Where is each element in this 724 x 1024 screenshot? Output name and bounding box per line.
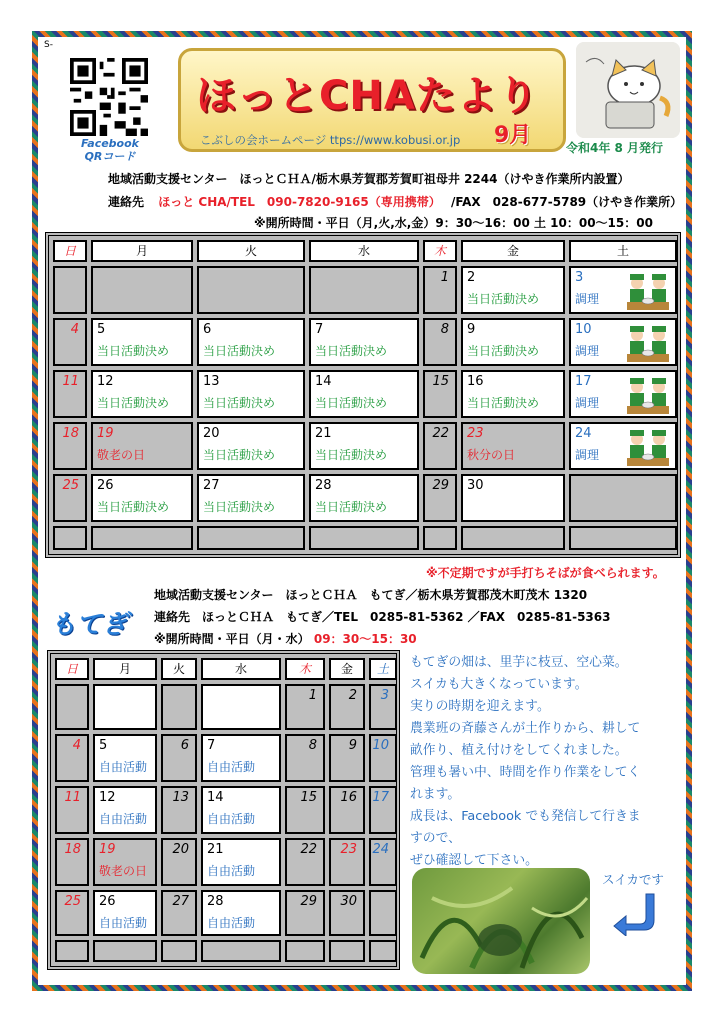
- day-cell-25: [55, 890, 89, 936]
- day-cell-empty: [91, 266, 193, 314]
- day-activity: 当日活動決め: [97, 500, 170, 514]
- day-cell-15: [423, 370, 457, 418]
- day-cell-empty: [93, 940, 157, 962]
- day-cell-10: [369, 734, 397, 782]
- day-cell-13: [161, 786, 197, 834]
- day-cell-empty: [53, 266, 87, 314]
- day-activity: 調理: [575, 344, 600, 358]
- story-line: 成長は、Facebook でも発信して行きま: [410, 809, 641, 824]
- day-number: 11: [62, 374, 79, 389]
- day-cell-19: [91, 422, 193, 470]
- day-cell-empty: [197, 526, 305, 550]
- day-number: 11: [64, 790, 81, 805]
- day-cell-2: [461, 266, 565, 314]
- story-line: 管理も暑い中、時間を作り作業をしてく: [410, 765, 641, 780]
- weekday-header: 金: [461, 240, 565, 262]
- motegi-contact: 連絡先 ほっとＣＨＡ もてぎ／TEL 0285-81-5362 ／FAX 0285-81-5363: [154, 610, 611, 624]
- day-number: 24: [575, 426, 592, 441]
- day-number: 1: [440, 270, 449, 285]
- day-number: 25: [64, 894, 81, 909]
- day-number: 4: [72, 738, 81, 753]
- contact-label: 連絡先: [108, 195, 145, 209]
- day-activity: 当日活動決め: [203, 500, 276, 514]
- day-cell-empty: [369, 940, 397, 962]
- day-cell-29: [285, 890, 325, 936]
- day-activity: 自由活動: [207, 812, 256, 826]
- day-cell-empty: [569, 526, 677, 550]
- day-cell-13: [197, 370, 305, 418]
- day-cell-11: [55, 786, 89, 834]
- day-number: 3: [575, 270, 584, 285]
- weekday-header: 木: [423, 240, 457, 262]
- day-cell-20: [197, 422, 305, 470]
- day-number: 18: [62, 426, 79, 441]
- day-cell-21: [201, 838, 281, 886]
- day-number: 6: [203, 322, 212, 337]
- day-number: 7: [207, 738, 216, 753]
- day-number: 24: [372, 842, 389, 857]
- day-number: 16: [467, 374, 484, 389]
- day-number: 1: [308, 688, 317, 703]
- weekday-header: 日: [53, 240, 87, 262]
- weekday-header: 日: [55, 658, 89, 680]
- weekday-header: 木: [285, 658, 325, 680]
- day-number: 15: [432, 374, 449, 389]
- day-number: 2: [467, 270, 476, 285]
- day-activity: 当日活動決め: [203, 344, 276, 358]
- day-number: 16: [340, 790, 357, 805]
- motegi-address: 地域活動支援センター ほっとＣＨＡ もてぎ／栃木県芳賀郡茂木町茂木 1320: [154, 588, 588, 602]
- weekday-header: 水: [309, 240, 419, 262]
- day-number: 3: [380, 688, 389, 703]
- contact-phone: ほっと CHA/TEL 090-7820-9165（専用携帯）: [158, 195, 441, 209]
- day-number: 5: [97, 322, 106, 337]
- day-number: 20: [172, 842, 189, 857]
- motegi-hours-label: ※開所時間・平日（月・水）: [154, 632, 310, 646]
- day-activity: 自由活動: [207, 864, 256, 878]
- story-line: 農業班の斉藤さんが土作りから、耕して: [410, 721, 641, 736]
- day-cell-8: [285, 734, 325, 782]
- cooking-icon: [625, 324, 671, 364]
- day-activity: 当日活動決め: [97, 396, 170, 410]
- day-cell-empty: [201, 940, 281, 962]
- story-line: すので、: [410, 831, 461, 846]
- day-cell-17: [369, 786, 397, 834]
- day-cell-12: [93, 786, 157, 834]
- day-cell-3: [569, 266, 677, 314]
- contact-fax: /FAX 028-677-5789（けやき作業所）: [450, 195, 683, 209]
- motegi-hours-time: 09：30～15：30: [313, 632, 417, 646]
- story-line: もてぎの畑は、里芋に枝豆、空心菜。: [410, 655, 628, 670]
- day-cell-empty: [461, 526, 565, 550]
- day-cell-1: [423, 266, 457, 314]
- day-activity: 調理: [575, 292, 600, 306]
- day-cell-11: [53, 370, 87, 418]
- day-cell-empty: [569, 474, 677, 522]
- day-cell-25: [53, 474, 87, 522]
- day-activity: 自由活動: [99, 760, 148, 774]
- day-number: 9: [467, 322, 476, 337]
- day-activity: 当日活動決め: [467, 344, 540, 358]
- day-cell-19: [93, 838, 157, 886]
- day-cell-22: [423, 422, 457, 470]
- day-number: 27: [172, 894, 189, 909]
- day-activity: 当日活動決め: [203, 396, 276, 410]
- day-number: 20: [203, 426, 220, 441]
- day-number: 23: [340, 842, 357, 857]
- weekday-header: 土: [569, 240, 677, 262]
- day-activity: 当日活動決め: [315, 396, 388, 410]
- day-cell-15: [285, 786, 325, 834]
- day-number: 28: [207, 894, 224, 909]
- day-cell-27: [197, 474, 305, 522]
- cooking-icon: [625, 428, 671, 468]
- day-activity: 当日活動決め: [203, 448, 276, 462]
- hotcha-address: 地域活動支援センター ほっとＣＨＡ/栃木県芳賀郡芳賀町祖母井 2244（けやき作業所内設置）: [108, 172, 630, 186]
- day-number: 26: [99, 894, 116, 909]
- day-cell-6: [197, 318, 305, 366]
- day-number: 15: [300, 790, 317, 805]
- weekday-header: 土: [369, 658, 397, 680]
- day-cell-empty: [309, 266, 419, 314]
- weekday-header: 火: [197, 240, 305, 262]
- day-cell-2: [329, 684, 365, 730]
- day-activity: 調理: [575, 448, 600, 462]
- day-number: 8: [440, 322, 449, 337]
- day-cell-empty: [161, 940, 197, 962]
- page-title: ほっとCHAたより: [196, 73, 539, 119]
- day-number: 10: [575, 322, 592, 337]
- day-cell-20: [161, 838, 197, 886]
- day-cell-empty: [91, 526, 193, 550]
- day-number: 29: [300, 894, 317, 909]
- day-number: 12: [97, 374, 114, 389]
- qr-caption: [62, 137, 158, 163]
- story-line: 畝作り、植え付けをしてくれました。: [410, 743, 628, 758]
- motegi-badge: もてぎ: [50, 610, 129, 640]
- day-activity: 自由活動: [99, 812, 148, 826]
- day-activity: 当日活動決め: [315, 448, 388, 462]
- day-number: 13: [172, 790, 189, 805]
- day-cell-empty: [309, 526, 419, 550]
- leaves-photo-icon: [412, 868, 590, 974]
- day-cell-empty: [423, 526, 457, 550]
- day-cell-14: [201, 786, 281, 834]
- qr-caption-line1: Facebook: [81, 137, 139, 150]
- day-number: 7: [315, 322, 324, 337]
- day-number: 30: [340, 894, 357, 909]
- day-activity: 自由活動: [99, 916, 148, 930]
- day-cell-28: [309, 474, 419, 522]
- day-cell-1: [285, 684, 325, 730]
- day-cell-7: [309, 318, 419, 366]
- day-number: 4: [70, 322, 79, 337]
- soba-note: ※不定期ですが手打ちそばが食べられます。: [426, 566, 665, 580]
- day-number: 30: [467, 478, 484, 493]
- weekday-header: 月: [91, 240, 193, 262]
- day-cell-18: [55, 838, 89, 886]
- day-number: 22: [432, 426, 449, 441]
- homepage-link[interactable]: こぶしの会ホームページ ttps://www.kobusi.or.jp: [200, 133, 461, 147]
- day-number: 23: [467, 426, 484, 441]
- day-cell-3: [369, 684, 397, 730]
- day-number: 10: [372, 738, 389, 753]
- day-cell-26: [91, 474, 193, 522]
- motegi-story: [410, 652, 682, 872]
- day-cell-28: [201, 890, 281, 936]
- day-cell-4: [53, 318, 87, 366]
- day-cell-6: [161, 734, 197, 782]
- day-activity: 当日活動決め: [315, 344, 388, 358]
- day-number: 26: [97, 478, 114, 493]
- day-cell-empty: [55, 940, 89, 962]
- day-cell-7: [201, 734, 281, 782]
- day-number: 29: [432, 478, 449, 493]
- qr-caption-line2: QRコード: [84, 150, 136, 163]
- day-number: 18: [64, 842, 81, 857]
- day-number: 28: [315, 478, 332, 493]
- weekday-header: 金: [329, 658, 365, 680]
- day-cell-30: [329, 890, 365, 936]
- cooking-icon: [625, 272, 671, 312]
- day-cell-empty: [197, 266, 305, 314]
- day-number: 19: [97, 426, 114, 441]
- main-calendar: [45, 232, 681, 558]
- day-number: 21: [207, 842, 224, 857]
- weekday-header: 月: [93, 658, 157, 680]
- story-line: ぜひ確認して下さい。: [410, 853, 538, 868]
- day-cell-18: [53, 422, 87, 470]
- day-cell-12: [91, 370, 193, 418]
- day-activity: 敬老の日: [99, 864, 148, 878]
- hotcha-contact: [108, 193, 682, 210]
- day-cell-5: [91, 318, 193, 366]
- arrow-left-icon: [610, 890, 656, 936]
- day-number: 25: [62, 478, 79, 493]
- cat-illustration-icon: [576, 42, 680, 138]
- day-number: 22: [300, 842, 317, 857]
- day-activity: 当日活動決め: [315, 500, 388, 514]
- day-number: 2: [348, 688, 357, 703]
- day-number: 5: [99, 738, 108, 753]
- day-cell-empty: [369, 890, 397, 936]
- issue-date: 令和4年 8 月発行: [566, 141, 664, 155]
- day-number: 12: [99, 790, 116, 805]
- motegi-hours: [154, 630, 417, 647]
- day-cell-empty: [93, 684, 157, 730]
- day-cell-14: [309, 370, 419, 418]
- hotcha-hours: ※開所時間・平日（月,火,水,金）9：30～16：00 土 10：00～15：00: [254, 216, 653, 230]
- day-number: 17: [372, 790, 389, 805]
- day-cell-16: [329, 786, 365, 834]
- day-number: 14: [207, 790, 224, 805]
- day-cell-9: [461, 318, 565, 366]
- watermelon-photo: [412, 868, 590, 974]
- day-cell-24: [569, 422, 677, 470]
- day-number: 17: [575, 374, 592, 389]
- qr-code-icon: [68, 58, 150, 136]
- day-cell-23: [329, 838, 365, 886]
- day-number: 6: [180, 738, 189, 753]
- photo-caption: スイカです: [602, 872, 664, 887]
- day-number: 21: [315, 426, 332, 441]
- day-cell-29: [423, 474, 457, 522]
- corner-mark: S-: [44, 40, 53, 50]
- day-cell-9: [329, 734, 365, 782]
- weekday-header: 水: [201, 658, 281, 680]
- day-cell-27: [161, 890, 197, 936]
- day-cell-8: [423, 318, 457, 366]
- day-activity: 調理: [575, 396, 600, 410]
- day-number: 27: [203, 478, 220, 493]
- motegi-calendar: [47, 650, 400, 970]
- day-number: 9: [348, 738, 357, 753]
- day-number: 14: [315, 374, 332, 389]
- day-cell-23: [461, 422, 565, 470]
- day-cell-22: [285, 838, 325, 886]
- day-number: 19: [99, 842, 116, 857]
- day-number: 8: [308, 738, 317, 753]
- day-activity: 秋分の日: [467, 448, 516, 462]
- day-cell-26: [93, 890, 157, 936]
- weekday-header: 火: [161, 658, 197, 680]
- day-cell-21: [309, 422, 419, 470]
- day-cell-empty: [161, 684, 197, 730]
- day-cell-17: [569, 370, 677, 418]
- day-activity: 敬老の日: [97, 448, 146, 462]
- month-label: 9月: [494, 123, 532, 148]
- story-line: スイカも大きくなっています。: [410, 677, 588, 692]
- day-cell-4: [55, 734, 89, 782]
- day-cell-empty: [285, 940, 325, 962]
- day-cell-16: [461, 370, 565, 418]
- day-cell-5: [93, 734, 157, 782]
- day-activity: 自由活動: [207, 760, 256, 774]
- day-cell-empty: [55, 684, 89, 730]
- story-line: れます。: [410, 787, 461, 802]
- story-line: 実りの時期を迎えます。: [410, 699, 550, 714]
- day-cell-empty: [329, 940, 365, 962]
- day-cell-empty: [53, 526, 87, 550]
- day-cell-24: [369, 838, 397, 886]
- day-cell-empty: [201, 684, 281, 730]
- day-cell-30: [461, 474, 565, 522]
- cooking-icon: [625, 376, 671, 416]
- day-cell-10: [569, 318, 677, 366]
- day-activity: 当日活動決め: [97, 344, 170, 358]
- day-activity: 当日活動決め: [467, 396, 540, 410]
- day-activity: 当日活動決め: [467, 292, 540, 306]
- day-number: 13: [203, 374, 220, 389]
- day-activity: 自由活動: [207, 916, 256, 930]
